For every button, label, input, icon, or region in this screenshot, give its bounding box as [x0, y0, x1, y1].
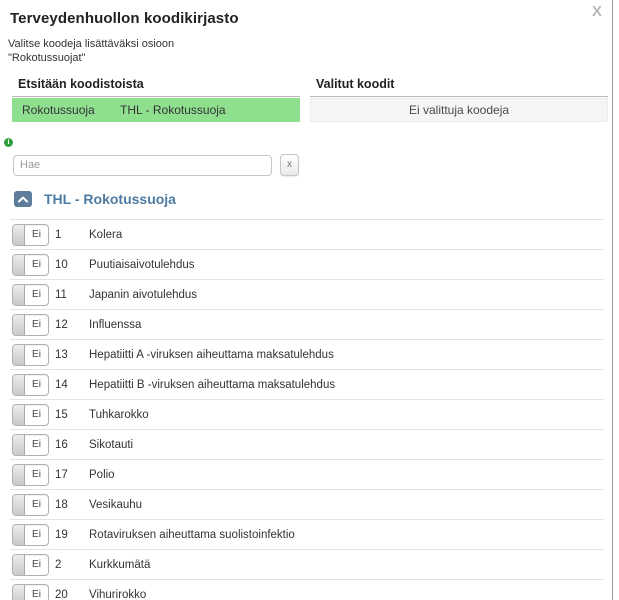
subtitle-line-2: "Rokotussuojat" [8, 52, 86, 64]
search-panel [12, 77, 300, 122]
select-toggle[interactable] [12, 464, 49, 486]
codeset-title: THL - Rokotussuoja [120, 103, 226, 117]
code-number: 14 [55, 378, 68, 391]
code-number: 19 [55, 528, 68, 541]
select-toggle[interactable] [12, 344, 49, 366]
code-name: Vihurirokko [89, 588, 147, 600]
clear-search-button[interactable]: x [280, 154, 299, 176]
code-name: Japanin aivotulehdus [89, 288, 198, 301]
toggle-handle-icon [13, 285, 25, 305]
toggle-handle-icon [13, 315, 25, 335]
dialog-header [0, 0, 612, 27]
search-panel-header: Etsitään koodistoista [12, 77, 300, 97]
toggle-label: Ei [32, 228, 41, 240]
select-toggle[interactable] [12, 314, 49, 336]
code-name: Vesikauhu [89, 498, 143, 511]
toggle-label: Ei [32, 558, 41, 570]
toggle-handle-icon [13, 345, 25, 365]
toggle-handle-icon [13, 435, 25, 455]
code-number: 20 [55, 588, 68, 600]
code-number: 1 [55, 228, 62, 241]
section-title: THL - Rokotussuoja [44, 191, 176, 207]
toggle-label: Ei [32, 348, 41, 360]
code-name: Rotaviruksen aiheuttama suolistoinfektio [89, 528, 295, 541]
select-toggle[interactable] [12, 374, 49, 396]
chevron-up-icon [18, 190, 28, 208]
code-row [10, 429, 604, 459]
selected-codes-empty: Ei valittuja koodeja [310, 98, 608, 122]
code-name: Tuhkarokko [89, 408, 149, 421]
search-input[interactable] [13, 155, 272, 176]
toggle-label: Ei [32, 378, 41, 390]
code-row [10, 549, 604, 579]
toggle-label: Ei [32, 468, 41, 480]
search-row [13, 154, 612, 176]
close-icon[interactable]: X [591, 3, 602, 20]
toggle-label: Ei [32, 588, 41, 600]
toggle-label: Ei [32, 318, 41, 330]
select-toggle[interactable] [12, 554, 49, 576]
code-name: Kolera [89, 228, 123, 241]
panels [12, 77, 608, 122]
toggle-handle-icon [13, 465, 25, 485]
toggle-label: Ei [32, 288, 41, 300]
toggle-label: Ei [32, 408, 41, 420]
code-number: 13 [55, 348, 68, 361]
collapse-button[interactable] [14, 191, 32, 207]
selected-panel-header: Valitut koodit [310, 77, 608, 97]
code-number: 18 [55, 498, 68, 511]
select-toggle[interactable] [12, 404, 49, 426]
toggle-handle-icon [13, 495, 25, 515]
codeset-section-header [14, 191, 612, 207]
code-name: Sikotauti [89, 438, 134, 451]
code-number: 15 [55, 408, 68, 421]
code-row [10, 219, 604, 249]
code-name: Puutiaisaivotulehdus [89, 258, 195, 271]
toggle-handle-icon [13, 375, 25, 395]
code-row [10, 399, 604, 429]
code-row [10, 369, 604, 399]
code-number: 16 [55, 438, 68, 451]
toggle-label: Ei [32, 528, 41, 540]
toggle-handle-icon [13, 405, 25, 425]
select-toggle[interactable] [12, 434, 49, 456]
subtitle-line-1: Valitse koodeja lisättäväksi osioon [8, 38, 175, 50]
select-toggle[interactable] [12, 584, 49, 600]
select-toggle[interactable] [12, 254, 49, 276]
code-number: 10 [55, 258, 68, 271]
code-row [10, 489, 604, 519]
code-number: 11 [55, 288, 67, 301]
toggle-handle-icon [13, 555, 25, 575]
toggle-label: Ei [32, 438, 41, 450]
dialog-title: Terveydenhuollon koodikirjasto [10, 10, 239, 27]
select-toggle[interactable] [12, 524, 49, 546]
code-number: 17 [55, 468, 68, 481]
code-row [10, 519, 604, 549]
code-list [10, 219, 604, 600]
code-name: Hepatiitti A -viruksen aiheuttama maksatulehdus [89, 348, 334, 361]
code-row [10, 579, 604, 600]
toggle-label: Ei [32, 498, 41, 510]
codeset-name: Rokotussuoja [22, 103, 95, 117]
code-row [10, 339, 604, 369]
toggle-handle-icon [13, 225, 25, 245]
code-row [10, 279, 604, 309]
toggle-handle-icon [13, 255, 25, 275]
info-icon: i [4, 138, 13, 147]
code-row [10, 459, 604, 489]
code-name: Kurkkumätä [89, 558, 151, 571]
selected-panel [310, 77, 608, 122]
code-name: Influenssa [89, 318, 142, 331]
select-toggle[interactable] [12, 494, 49, 516]
toggle-handle-icon [13, 525, 25, 545]
select-toggle[interactable] [12, 284, 49, 306]
code-name: Hepatiitti B -viruksen aiheuttama maksatulehdus [89, 378, 336, 391]
toggle-label: Ei [32, 258, 41, 270]
code-row [10, 249, 604, 279]
code-row [10, 309, 604, 339]
codeset-row[interactable] [12, 98, 300, 122]
code-number: 2 [55, 558, 62, 571]
toggle-handle-icon [13, 585, 25, 600]
code-number: 12 [55, 318, 68, 331]
dialog-subtitle [0, 27, 612, 65]
code-name: Polio [89, 468, 115, 481]
select-toggle[interactable] [12, 224, 49, 246]
